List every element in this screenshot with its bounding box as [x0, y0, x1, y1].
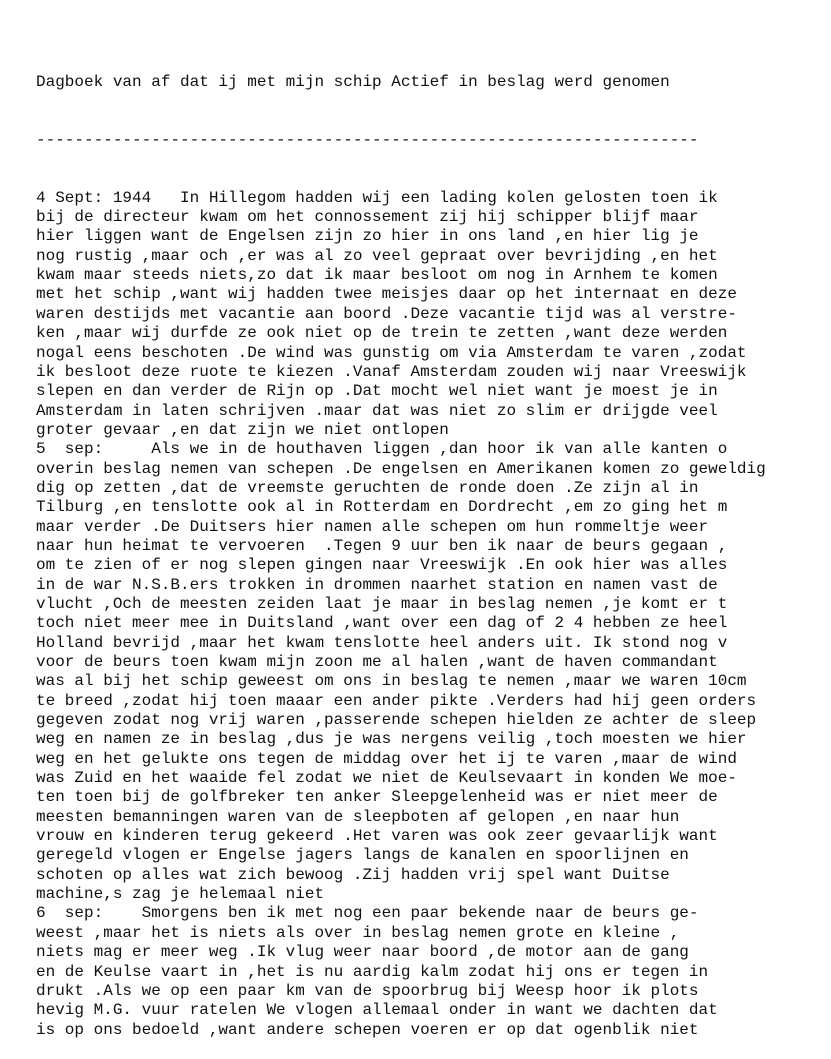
- diary-line: drukt .Als we op een paar km van de spoorbrug bij Weesp hoor ik plots: [36, 981, 699, 1000]
- diary-line: maar verder .De Duitsers hier namen alle schepen om hun rommeltje weer: [36, 517, 709, 536]
- diary-line: ten toen bij de golfbreker ten anker Sleepgelenheid was er niet meer de: [36, 788, 718, 807]
- diary-line: weg en namen ze in beslag ,dus je was nergens veilig ,toch moesten we hier: [36, 730, 747, 749]
- diary-line: weest ,maar het is niets als over in beslag nemen grote en kleine ,: [36, 923, 680, 942]
- diary-line: gegeven zodat nog vrij waren ,passerende schepen hielden ze achter de sleep: [36, 711, 757, 730]
- diary-line: toch niet meer mee in Duitsland ,want over een dag of 2 4 hebben ze heel: [36, 614, 728, 633]
- diary-line: in de war N.S.B.ers trokken in drommen naarhet station en namen vast de: [36, 575, 718, 594]
- diary-line: meesten bemanningen waren van de sleepboten af gelopen ,en naar hun: [36, 807, 680, 826]
- diary-line: en de Keulse vaart in ,het is nu aardig kalm zodat hij ons er tegen in: [36, 962, 709, 981]
- diary-line: met het schip ,want wij hadden twee meisjes daar op het internaat en deze: [36, 285, 737, 304]
- diary-line: nogal eens beschoten .De wind was gunstig om via Amsterdam te varen ,zodat: [36, 343, 747, 362]
- diary-line: hevig M.G. vuur ratelen We vlogen allemaal onder in want we dachten dat: [36, 1001, 718, 1020]
- diary-line: vrouw en kinderen terug gekeerd .Het varen was ook zeer gevaarlijk want: [36, 827, 718, 846]
- diary-title: Dagboek van af dat ij met mijn schip Actief in beslag werd genomen: [36, 72, 670, 91]
- title-underline-rule: ---------------------------------------------------------------------: [36, 130, 699, 149]
- diary-line: ik besloot deze ruote te kiezen .Vanaf Amsterdam zouden wij naar Vreeswijk: [36, 362, 747, 381]
- diary-line: niets mag er meer weg .Ik vlug weer naar boord ,de motor aan de gang: [36, 943, 689, 962]
- diary-line: kwam maar steeds niets,zo dat ik maar besloot om nog in Arnhem te komen: [36, 266, 718, 285]
- diary-line: 4 Sept: 1944 In Hillegom hadden wij een lading kolen gelosten toen ik: [36, 188, 718, 207]
- diary-line: geregeld vlogen er Engelse jagers langs de kanalen en spoorlijnen en: [36, 846, 689, 865]
- diary-line: was Zuid en het waaide fel zodat we niet de Keulsevaart in konden We moe-: [36, 769, 737, 788]
- diary-line: weg en het gelukte ons tegen de middag over het ij te varen ,maar de wind: [36, 749, 737, 768]
- diary-line: waren destijds met vacantie aan boord .Deze vacantie tijd was al verstre-: [36, 304, 737, 323]
- diary-line: was al bij het schip geweest om ons in beslag te nemen ,maar we waren 10cm: [36, 672, 747, 691]
- diary-line: 5 sep: Als we in de houthaven liggen ,dan hoor ik van alle kanten o: [36, 440, 728, 459]
- diary-line: slepen en dan verder de Rijn op .Dat mocht wel niet want je moest je in: [36, 382, 718, 401]
- diary-line: machine,s zag je helemaal niet: [36, 885, 325, 904]
- diary-line: nog rustig ,maar och ,er was al zo veel gepraat over bevrijding ,en het: [36, 246, 718, 265]
- diary-line: Amsterdam in laten schrijven .maar dat was niet zo slim er drijgde veel: [36, 401, 718, 420]
- diary-line: is op ons bedoeld ,want andere schepen voeren er op dat ogenblik niet: [36, 1020, 699, 1039]
- diary-line: dig op zetten ,dat de vreemste geruchten de ronde doen .Ze zijn al in: [36, 478, 699, 497]
- diary-line: overin beslag nemen van schepen .De engelsen en Amerikanen komen zo geweldig: [36, 459, 766, 478]
- diary-page: [36, 34, 822, 1059]
- diary-line: bij de directeur kwam om het connossement zij hij schipper blijf maar: [36, 208, 699, 227]
- diary-line: vlucht ,Och de meesten zeiden laat je maar in beslag nemen ,je komt er t: [36, 594, 728, 613]
- diary-line: hier liggen want de Engelsen zijn zo hier in ons land ,en hier lig je: [36, 227, 699, 246]
- diary-line: groter gevaar ,en dat zijn we niet ontlopen: [36, 420, 449, 439]
- diary-line: schoten op alles wat zich bewoog .Zij hadden vrij spel want Duitse: [36, 865, 670, 884]
- diary-body: [36, 189, 822, 1040]
- diary-line: naar hun heimat te vervoeren .Tegen 9 uur ben ik naar de beurs gegaan ,: [36, 536, 728, 555]
- diary-line: om te zien of er nog slepen gingen naar Vreeswijk .En ook hier was alles: [36, 556, 728, 575]
- diary-line: Holland bevrijd ,maar het kwam tenslotte heel anders uit. Ik stond nog v: [36, 633, 728, 652]
- diary-line: 6 sep: Smorgens ben ik met nog een paar bekende naar de beurs ge-: [36, 904, 699, 923]
- diary-line: Tilburg ,en tenslotte ook al in Rotterdam en Dordrecht ,em zo ging het m: [36, 498, 728, 517]
- diary-line: te breed ,zodat hij toen maaar een ander pikte .Verders had hij geen orders: [36, 691, 757, 710]
- diary-line: ken ,maar wij durfde ze ook niet op de trein te zetten ,want deze werden: [36, 324, 728, 343]
- diary-line: voor de beurs toen kwam mijn zoon me al halen ,want de haven commandant: [36, 653, 718, 671]
